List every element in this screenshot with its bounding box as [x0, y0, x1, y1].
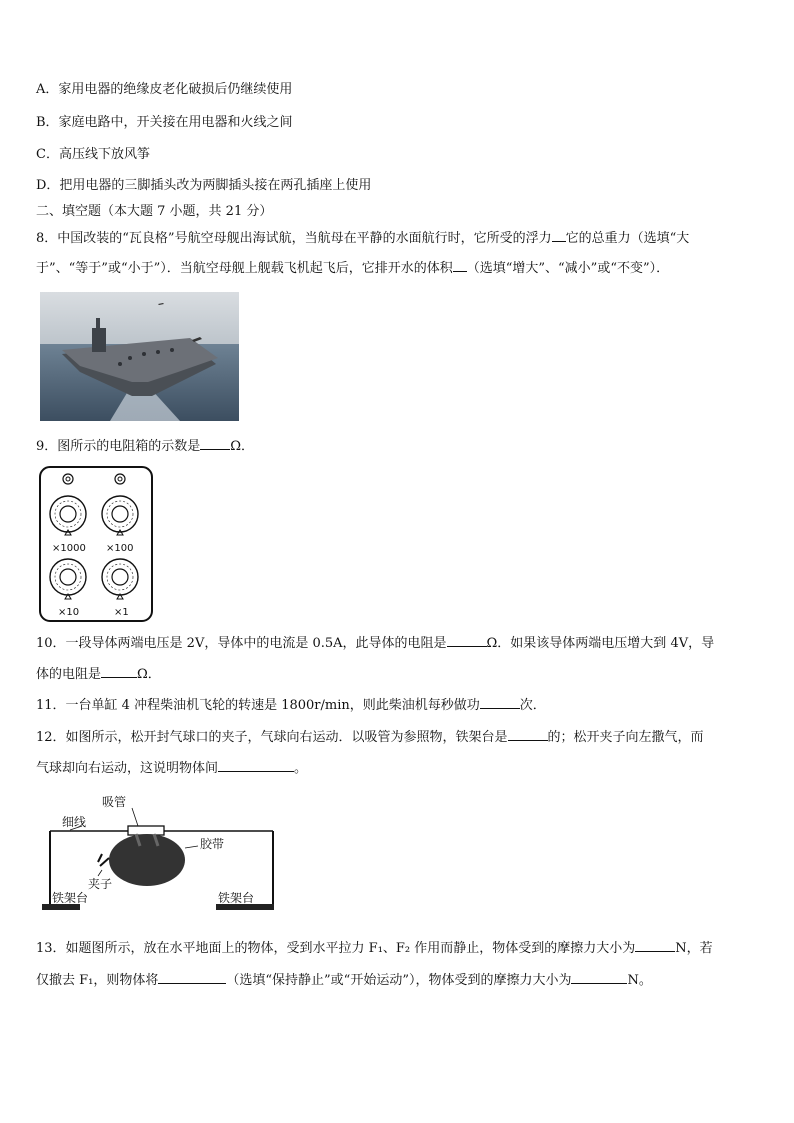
dial-label-x10: ×10 — [58, 607, 80, 618]
q9-text-1: 9．图所示的电阻箱的示数是 — [36, 439, 201, 454]
answer-blank[interactable] — [508, 727, 548, 741]
q8-text-4: （选填“增大”、“减小”或“不变”）． — [466, 261, 670, 276]
question-13-line-2 — [36, 970, 652, 991]
label-thread: 细线 — [62, 815, 87, 829]
q8-text-1: 8．中国改装的“瓦良格”号航空母舰出海试航，当航母在平静的水面航行时，它所受的浮力 — [36, 231, 552, 246]
q10-text-3: 体的电阻是 — [36, 667, 102, 682]
question-12-line-2 — [36, 758, 307, 779]
label-stand-left: 铁架台 — [52, 891, 89, 905]
dial-label-x1: ×1 — [114, 607, 129, 618]
q10-text-4: Ω． — [137, 667, 161, 682]
question-10-line-1 — [36, 633, 714, 654]
balloon-experiment-figure — [40, 788, 285, 918]
question-12-line-1 — [36, 727, 704, 748]
question-8-line-1 — [36, 228, 689, 249]
q9-text-2: Ω． — [230, 439, 255, 454]
q12-text-4: 。 — [294, 761, 308, 776]
answer-blank[interactable] — [158, 970, 226, 984]
q11-text-1: 11．一台单缸 4 冲程柴油机飞轮的转速是 1800r/min，则此柴油机每秒做功 — [36, 698, 480, 713]
q12-text-3: 气球却向右运动，这说明物体间 — [36, 761, 219, 776]
answer-blank[interactable] — [447, 633, 487, 647]
aircraft-carrier-photo — [40, 292, 239, 421]
option-a: A．家用电器的绝缘皮老化破损后仍继续使用 — [36, 82, 293, 97]
q13-text-4: （选填“保持静止”或“开始运动”），物体受到的摩擦力大小为 — [226, 973, 572, 988]
dial-label-x1000: ×1000 — [52, 543, 86, 554]
answer-blank[interactable] — [101, 664, 137, 678]
q8-text-3: 于”、“等于”或“小于”）．当航空母舰上舰载飞机起飞后，它排开水的体积 — [36, 261, 453, 276]
q8-text-2: 它的总重力（选填“大 — [565, 231, 690, 246]
option-c: C．高压线下放风筝 — [36, 147, 150, 162]
option-b: B．家庭电路中，开关接在用电器和火线之间 — [36, 115, 293, 130]
q10-text-1: 10．一段导体两端电压是 2V，导体中的电流是 0.5A，此导体的电阻是 — [36, 636, 447, 651]
question-8-line-2 — [36, 258, 669, 279]
answer-blank[interactable] — [218, 758, 294, 772]
label-straw: 吸管 — [102, 795, 127, 809]
dial-label-x100: ×100 — [106, 543, 134, 554]
question-13-line-1 — [36, 938, 713, 959]
answer-blank[interactable] — [571, 970, 627, 984]
q11-text-2: 次． — [519, 698, 546, 713]
q13-text-3: 仅撤去 F₁，则物体将 — [36, 973, 159, 988]
q12-text-1: 12．如图所示，松开封气球口的夹子，气球向右运动．以吸管为参照物，铁架台是 — [36, 730, 508, 745]
q13-text-2: N，若 — [675, 941, 713, 956]
question-9 — [36, 436, 254, 457]
section-title: 二、填空题（本大题 7 小题，共 21 分） — [36, 204, 273, 219]
label-clip: 夹子 — [88, 877, 113, 891]
question-11 — [36, 695, 546, 716]
answer-blank[interactable] — [552, 228, 566, 242]
answer-blank[interactable] — [200, 436, 230, 450]
q13-text-5: N。 — [627, 973, 652, 988]
option-d: D．把用电器的三脚插头改为两脚插头接在两孔插座上使用 — [36, 178, 372, 193]
q13-text-1: 13．如题图所示，放在水平地面上的物体，受到水平拉力 F₁、F₂ 作用而静止，物体受到的摩擦力大小为 — [36, 941, 636, 956]
answer-blank[interactable] — [453, 258, 467, 272]
q12-text-2: 的；松开夹子向左撒气，而 — [547, 730, 704, 745]
resistance-box-figure — [38, 465, 154, 623]
q10-text-2: Ω．如果该导体两端电压增大到 4V，导 — [486, 636, 715, 651]
label-tape: 胶带 — [200, 837, 225, 851]
question-10-line-2 — [36, 664, 161, 685]
label-stand-right: 铁架台 — [218, 891, 255, 905]
answer-blank[interactable] — [635, 938, 675, 952]
answer-blank[interactable] — [480, 695, 520, 709]
